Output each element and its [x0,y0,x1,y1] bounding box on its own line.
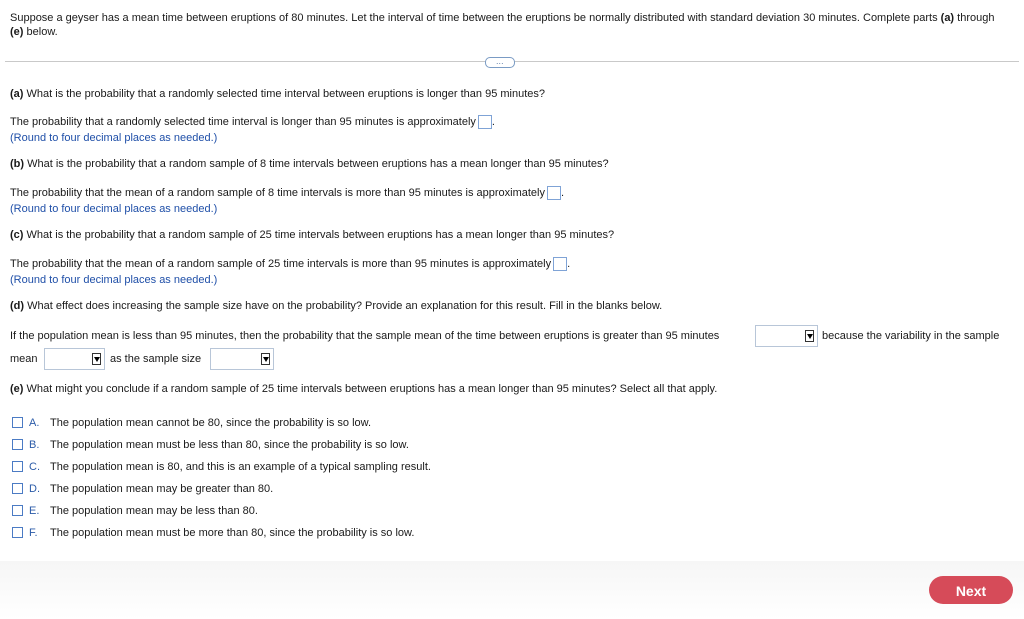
option-c-text: The population mean is 80, and this is an example of a typical sampling result. [50,461,431,473]
dropdown-arrow-icon [805,330,814,342]
intro-part-a-ref: (a) [940,12,955,24]
option-a-letter: A. [29,417,40,429]
option-e-letter: E. [29,505,40,517]
part-d-question [10,299,662,313]
part-a-answer-text: The probability that a randomly selected time interval is longer than 95 minutes is approximately [10,116,476,128]
part-a-question [10,87,545,101]
option-d-checkbox[interactable] [12,483,23,494]
intro-end: below. [26,26,58,38]
part-b-answer-line: The probability that the mean of a random sample of 8 time intervals is more than 95 minutes is approximately . [10,187,565,199]
part-b-question [10,157,609,171]
option-c-letter: C. [29,461,40,473]
part-a-label: (a) [10,88,24,100]
part-c-question [10,228,614,242]
intro-text: Suppose a geyser has a mean time between eruptions of 80 minutes. Let the interval of time between the eruptions be normally distributed with standard deviation 30 minutes. Complete parts [10,12,938,24]
option-c-checkbox[interactable] [12,461,23,472]
part-b-label: (b) [10,158,25,170]
footer-bar [0,561,1024,619]
part-d-sentence-3: mean [10,353,38,365]
option-b-letter: B. [29,439,40,451]
part-e-question [10,382,717,396]
part-a-hint: (Round to four decimal places as needed.) [10,132,218,144]
part-d-sentence-2: because the variability in the sample [822,330,1000,342]
part-c-answer-line: The probability that the mean of a random sample of 25 time intervals is more than 95 minutes is approximately . [10,258,571,270]
part-d-sentence-4: as the sample size [110,353,202,365]
part-a-answer-input[interactable] [478,115,492,129]
part-a-answer-line: The probability that a randomly selected time interval is longer than 95 minutes is approximately . [10,116,495,128]
part-c-label: (c) [10,229,24,241]
option-e-checkbox[interactable] [12,505,23,516]
part-d-variability-select[interactable] [44,348,105,370]
option-d-letter: D. [29,483,40,495]
part-d-label: (d) [10,300,25,312]
intro-part-e-ref: (e) [10,26,24,38]
part-d-probability-select[interactable] [755,325,818,347]
option-d-text: The population mean may be greater than 80. [50,483,274,495]
option-f-letter: F. [29,527,38,539]
option-b-text: The population mean must be less than 80, since the probability is so low. [50,439,409,451]
part-c-answer-input[interactable] [553,257,567,271]
option-a-text: The population mean cannot be 80, since the probability is so low. [50,417,372,429]
problem-statement [10,11,1010,39]
part-c-answer-text: The probability that the mean of a random sample of 25 time intervals is more than 95 minutes is approximately [10,258,552,270]
part-d-sentence-1: If the population mean is less than 95 minutes, then the probability that the sample mean of the time between eruptions is greater than 95 minutes [10,330,720,342]
intro-through: through [957,12,995,24]
part-e-label: (e) [10,383,24,395]
dropdown-arrow-icon [261,353,270,365]
part-c-question-text: What is the probability that a random sample of 25 time intervals between eruptions has a mean longer than 95 minutes? [26,229,615,241]
part-a-question-text: What is the probability that a randomly selected time interval between eruptions is longer than 95 minutes? [26,88,546,100]
part-d-question-text: What effect does increasing the sample size have on the probability? Provide an explanation for this result. Fill in the blanks below. [27,300,663,312]
part-b-answer-input[interactable] [547,186,561,200]
dropdown-arrow-icon [92,353,101,365]
part-b-answer-text: The probability that the mean of a random sample of 8 time intervals is more than 95 minutes is approximately [10,187,545,199]
next-button[interactable]: Next [929,576,1013,604]
option-b-checkbox[interactable] [12,439,23,450]
part-e-question-text: What might you conclude if a random sample of 25 time intervals between eruptions has a mean longer than 95 minutes? Select all that apply. [26,383,718,395]
part-b-question-text: What is the probability that a random sample of 8 time intervals between eruptions has a mean longer than 95 minutes? [27,158,609,170]
option-f-text: The population mean must be more than 80, since the probability is so low. [50,527,415,539]
option-a-checkbox[interactable] [12,417,23,428]
option-f-checkbox[interactable] [12,527,23,538]
option-e-text: The population mean may be less than 80. [50,505,258,517]
expand-more-button[interactable]: … [485,57,515,68]
part-d-sample-size-select[interactable] [210,348,274,370]
part-b-hint: (Round to four decimal places as needed.) [10,203,218,215]
part-c-hint: (Round to four decimal places as needed.) [10,274,218,286]
